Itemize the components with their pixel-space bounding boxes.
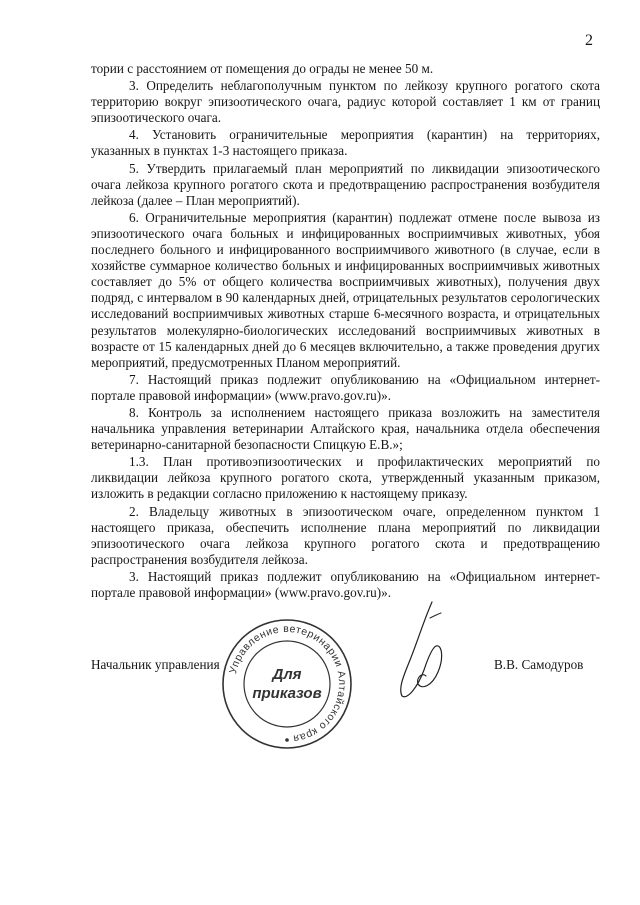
- paragraph-item-2: 2. Владельцу животных в эпизоотическом очаге, определенном пунктом 1 настоящего приказа, обеспечить исполнение плана мероприятий по ликвидации эпизоотического очага лейкоза крупного рогатого скота и предотвращению распространения возбудителя лейкоза.: [91, 503, 600, 567]
- stamp-center-line1: Для: [272, 666, 302, 683]
- stamp-ring-text: Управление ветеринарии Алтайского края: [227, 622, 349, 745]
- paragraph-item-4: 4. Установить ограничительные мероприятия (карантин) на территориях, указанных в пунктах 1-3 настоящего приказа.: [91, 127, 600, 159]
- document-body: [91, 61, 600, 602]
- paragraph-item-6: 6. Ограничительные мероприятия (карантин) подлежат отмене после вывоза из эпизоотического очага больных и инфицированных восприимчивых животных, убоя последнего больного и инфицированного восприимчивого животного (в случае, если в хозяйстве суммарное количество больных и инфицированных восприимчивых животных составляет до 5% от общего количества восприимчивых животных), получения двух подряд, с интервалом в 90 календарных дней, отрицательных результатов серологических исследований восприимчивых животных старше 6-месячного возраста, и отрицательных результатов молекулярно-биологических исследований восприимчивых животных в возрасте от 15 календарных дней до 6 месяцев включительно, а также проведения других мероприятий, предусмотренных Планом мероприятий.: [91, 209, 600, 370]
- paragraph-item-7: 7. Настоящий приказ подлежит опубликованию на «Официальном интернет-портале правовой информации» (www.pravo.gov.ru)».: [91, 371, 600, 403]
- paragraph-item-3-publication: 3. Настоящий приказ подлежит опубликованию на «Официальном интернет-портале правовой информации» (www.pravo.gov.ru)».: [91, 568, 600, 600]
- paragraph-item-3: 3. Определить неблагополучным пунктом по лейкозу крупного рогатого скота территорию вокруг эпизоотического очага, радиус которой составляет 1 км от границ эпизоотического очага.: [91, 78, 600, 126]
- official-stamp: [220, 617, 354, 751]
- stamp-center-line2: приказов: [252, 685, 322, 702]
- paragraph-item-8: 8. Контроль за исполнением настоящего приказа возложить на заместителя начальника управления ветеринарии Алтайского края, начальника отдела обеспечения ветеринарно-санитарной безопасности Спицкую Е.В.»;: [91, 404, 600, 453]
- handwritten-signature: [392, 600, 452, 700]
- page-number: 2: [585, 32, 593, 49]
- paragraph-continuation: тории с расстоянием от помещения до ограды не менее 50 м.: [91, 61, 434, 76]
- signatory-title: Начальник управления: [91, 657, 220, 672]
- paragraph-item-5: 5. Утвердить прилагаемый план мероприятий по ликвидации эпизоотического очага лейкоза крупного рогатого скота и предотвращению распространения возбудителя лейкоза (далее – План мероприятий).: [91, 160, 600, 208]
- signatory-name: В.В. Самодуров: [494, 657, 584, 672]
- paragraph-item-1-3: 1.3. План противоэпизоотических и профилактических мероприятий по ликвидации лейкоза крупного рогатого скота, утвержденный указанным приказом, изложить в редакции согласно приложению к настоящему приказу.: [91, 454, 600, 502]
